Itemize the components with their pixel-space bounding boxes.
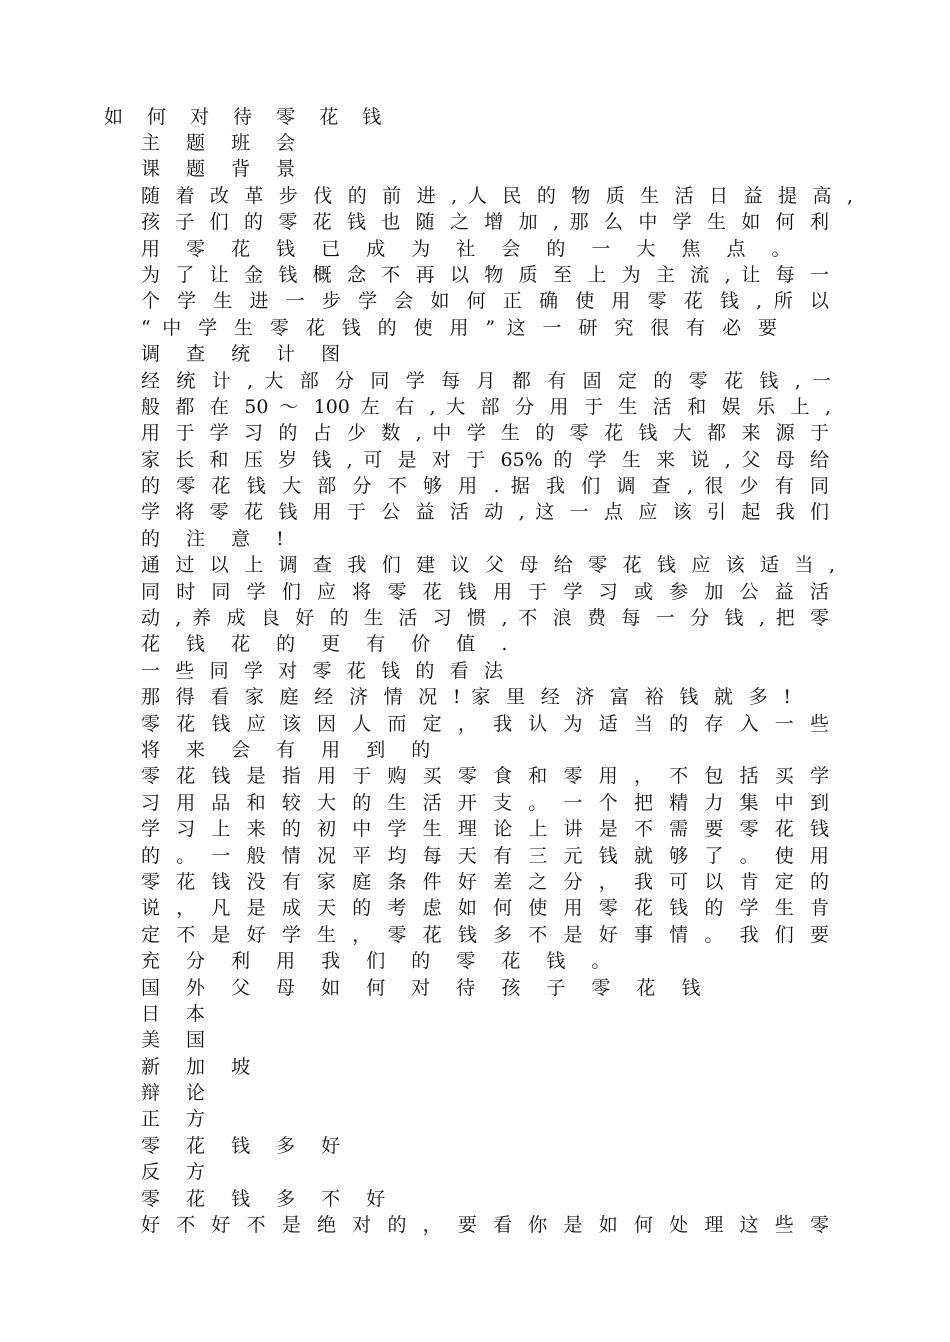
text-line: 辩 论 bbox=[141, 1082, 216, 1105]
text-line: 定 不 是 好 学 生 ， 零 花 钱 多 不 是 好 事 情 。 我 们 要 bbox=[141, 923, 829, 946]
text-line: 一 些 同 学 对 零 花 钱 的 看 法 bbox=[141, 659, 503, 682]
text-line: 主 题 班 会 bbox=[141, 132, 306, 154]
document-body bbox=[141, 130, 853, 1238]
text-line: 随 着 改 革 步 伐 的 前 进 , 人 民 的 物 质 生 活 日 益 提 高 , bbox=[141, 184, 853, 207]
text-line: 学 习 上 来 的 初 中 学 生 理 论 上 讲 是 不 需 要 零 花 钱 bbox=[141, 818, 829, 841]
text-line: 零 花 钱 没 有 家 庭 条 件 好 差 之 分 ， 我 可 以 肯 定 的 bbox=[141, 870, 829, 893]
text-line: “ 中 学 生 零 花 钱 的 使 用 ” 这 一 研 究 很 有 必 要 bbox=[141, 316, 777, 339]
text-line: 说 ， 凡 是 成 天 的 考 虑 如 何 使 用 零 花 钱 的 学 生 肯 bbox=[141, 897, 829, 920]
text-line: 花 钱 花 的 更 有 价 值 . bbox=[141, 633, 518, 656]
text-line: 零 花 钱 多 不 好 bbox=[141, 1187, 396, 1210]
text-line: 用 零 花 钱 已 成 为 社 会 的 一 大 焦 点 。 bbox=[141, 237, 801, 260]
text-line: 调 查 统 计 图 bbox=[141, 343, 351, 366]
text-line: 零 花 钱 应 该 因 人 而 定 ， 我 认 为 适 当 的 存 入 一 些 bbox=[141, 712, 829, 735]
text-line: 用 于 学 习 的 占 少 数 , 中 学 生 的 零 花 钱 大 都 来 源 于 bbox=[141, 422, 829, 445]
text-line: 国 外 父 母 如 何 对 待 孩 子 零 花 钱 bbox=[141, 976, 711, 999]
text-line: 的 注 意 ! bbox=[141, 527, 294, 550]
text-line: 反 方 bbox=[141, 1161, 216, 1184]
text-line: 般 都 在 50 ～ 100 左 右 , 大 部 分 用 于 生 活 和 娱 乐 上 , bbox=[141, 395, 831, 418]
text-line: 好 不 好 不 是 绝 对 的 ， 要 看 你 是 如 何 处 理 这 些 零 bbox=[141, 1214, 829, 1237]
text-line: 零 花 钱 是 指 用 于 购 买 零 食 和 零 用 ， 不 包 括 买 学 bbox=[141, 765, 829, 788]
text-line: 美 国 bbox=[141, 1029, 216, 1052]
text-line: 动 , 养 成 良 好 的 生 活 习 惯 , 不 浪 费 每 一 分 钱 , 把 零 bbox=[141, 607, 829, 630]
text-line: 的 零 花 钱 大 部 分 不 够 用 . 据 我 们 调 查 , 很 少 有 同 bbox=[141, 475, 829, 498]
text-line: 将 来 会 有 用 到 的 bbox=[141, 738, 441, 761]
text-line: 充 分 利 用 我 们 的 零 花 钱 。 bbox=[141, 950, 621, 973]
text-line: 个 学 生 进 一 步 学 会 如 何 正 确 使 用 零 花 钱 , 所 以 bbox=[141, 290, 829, 313]
document-title: 如 何 对 待 零 花 钱 bbox=[104, 106, 391, 128]
text-line: 通 过 以 上 调 查 我 们 建 议 父 母 给 零 花 钱 应 该 适 当 , bbox=[141, 554, 835, 577]
text-line: 同 时 同 学 们 应 将 零 花 钱 用 于 学 习 或 参 加 公 益 活 bbox=[141, 580, 829, 603]
text-line: 经 统 计 , 大 部 分 同 学 每 月 都 有 固 定 的 零 花 钱 , 一 bbox=[141, 369, 831, 392]
text-line: 为 了 让 金 钱 概 念 不 再 以 物 质 至 上 为 主 流 , 让 每 一 bbox=[141, 263, 829, 286]
text-line: 孩 子 们 的 零 花 钱 也 随 之 增 加 , 那 么 中 学 生 如 何 利 bbox=[141, 211, 829, 234]
text-line: 家 长 和 压 岁 钱 , 可 是 对 于 65% 的 学 生 来 说 , 父 母 给 bbox=[141, 448, 829, 471]
text-line: 正 方 bbox=[141, 1108, 216, 1131]
text-line: 课 题 背 景 bbox=[141, 158, 306, 181]
text-line: 那 得 看 家 庭 经 济 情 况 ! 家 里 经 济 富 裕 钱 就 多 ! bbox=[141, 686, 791, 709]
text-line: 的 。 一 般 情 况 平 均 每 天 有 三 元 钱 就 够 了 。 使 用 bbox=[141, 844, 829, 867]
text-line: 日 本 bbox=[141, 1002, 216, 1025]
text-line: 学 将 零 花 钱 用 于 公 益 活 动 , 这 一 点 应 该 引 起 我 们 bbox=[141, 501, 829, 524]
text-line: 习 用 品 和 较 大 的 生 活 开 支 。 一 个 把 精 力 集 中 到 bbox=[141, 791, 829, 814]
text-line: 新 加 坡 bbox=[141, 1055, 261, 1078]
text-line: 零 花 钱 多 好 bbox=[141, 1134, 351, 1157]
